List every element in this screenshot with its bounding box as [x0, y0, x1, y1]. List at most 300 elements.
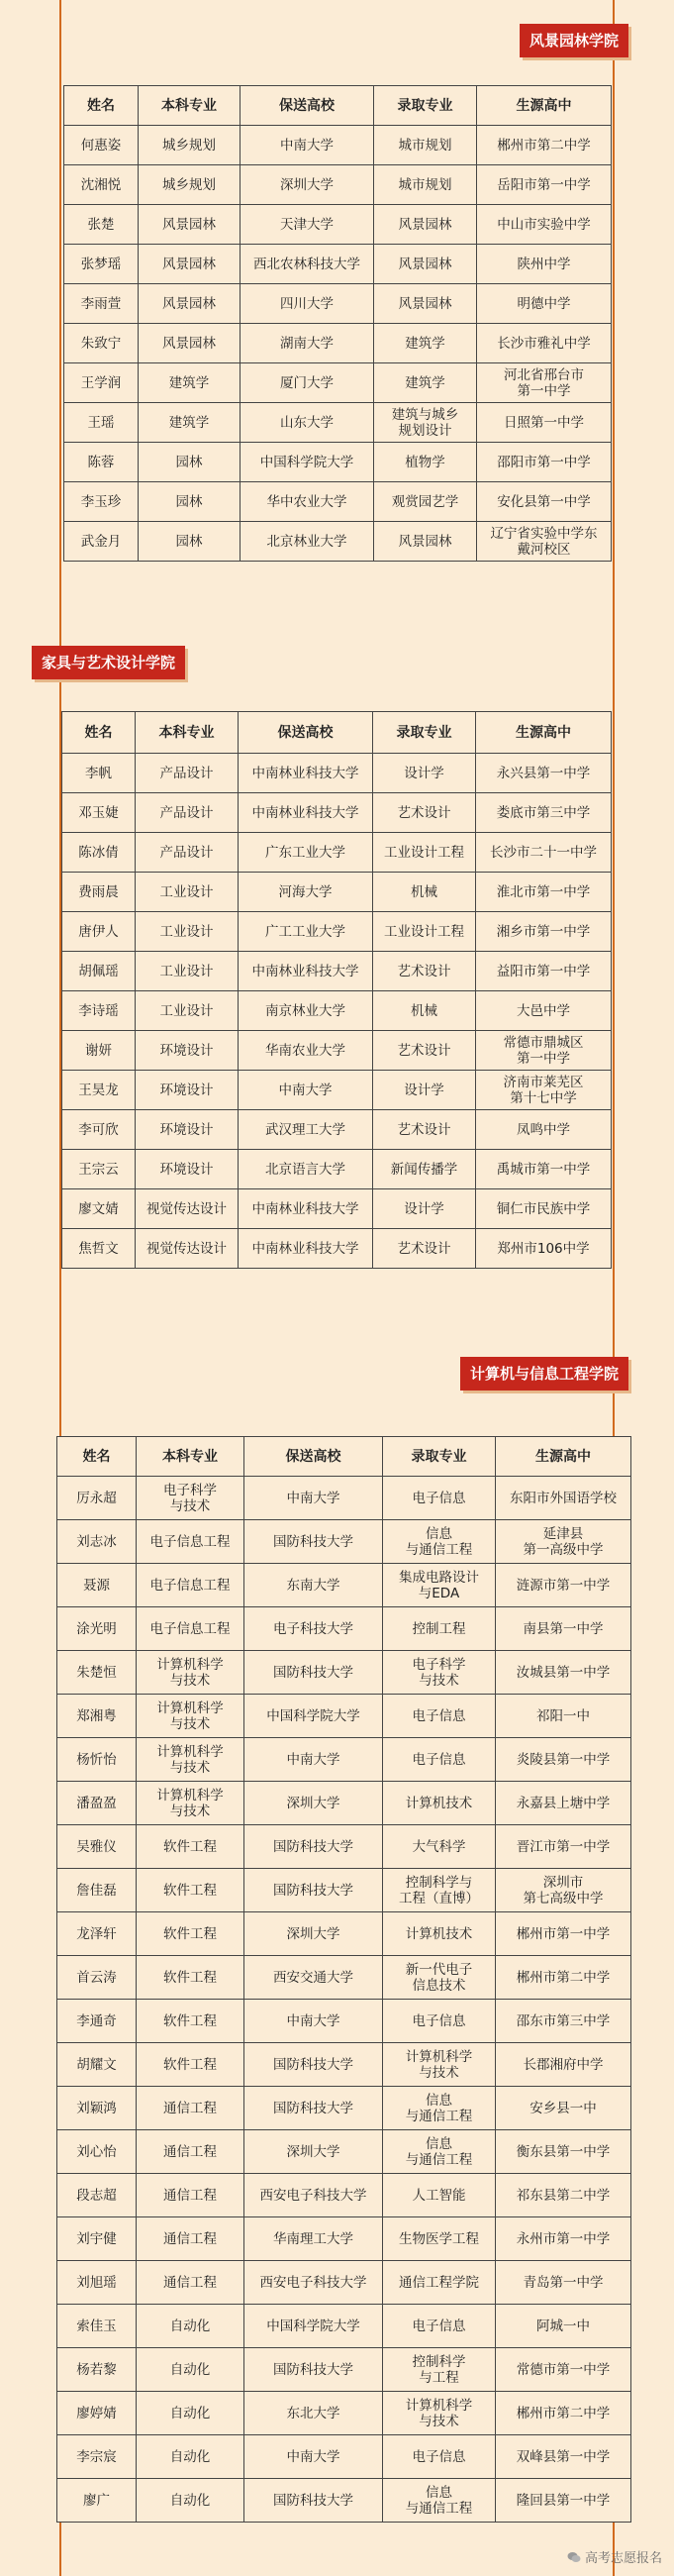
table-cell: 视觉传达设计 — [136, 1229, 239, 1269]
table-row — [62, 991, 612, 1031]
table-row — [57, 1695, 631, 1738]
section-title: 家具与艺术设计学院 — [32, 646, 185, 679]
table-cell: 电子科学 与技术 — [383, 1651, 496, 1695]
table-row — [62, 873, 612, 912]
table-cell: 中南大学 — [244, 2435, 383, 2479]
table-cell: 山东大学 — [241, 403, 374, 443]
table-cell: 朱楚恒 — [57, 1651, 137, 1695]
table-cell: 王昊龙 — [62, 1071, 136, 1110]
table-row — [57, 2087, 631, 2130]
table-cell: 永兴县第一中学 — [476, 754, 612, 793]
table-row — [57, 1477, 631, 1520]
table-cell: 大邑中学 — [476, 991, 612, 1031]
table-cell: 信息 与通信工程 — [383, 2087, 496, 2130]
table-cell: 产品设计 — [136, 833, 239, 873]
table-row — [64, 245, 612, 284]
table-cell: 新一代电子 信息技术 — [383, 1956, 496, 2000]
table-cell: 计算机科学 与技术 — [137, 1651, 244, 1695]
table-cell: 永州市第一中学 — [496, 2217, 631, 2261]
table-row — [64, 403, 612, 443]
table-cell: 安化县第一中学 — [477, 482, 612, 522]
table-cell: 东南大学 — [244, 1564, 383, 1607]
table-cell: 胡佩瑶 — [62, 952, 136, 991]
table-body — [64, 126, 612, 562]
table-cell: 杨若黎 — [57, 2348, 137, 2392]
table-cell: 双峰县第一中学 — [496, 2435, 631, 2479]
table-cell: 邵东市第三中学 — [496, 2000, 631, 2043]
table-row — [64, 324, 612, 363]
table-cell: 永嘉县上塘中学 — [496, 1782, 631, 1825]
table-cell: 詹佳磊 — [57, 1869, 137, 1912]
table-cell: 软件工程 — [137, 1956, 244, 2000]
table-cell: 工业设计 — [136, 991, 239, 1031]
table-cell: 风景园林 — [139, 245, 241, 284]
table-cell: 东阳市外国语学校 — [496, 1477, 631, 1520]
table-cell: 建筑学 — [139, 403, 241, 443]
table-cell: 国防科技大学 — [244, 2479, 383, 2523]
table-cell: 集成电路设计 与EDA — [383, 1564, 496, 1607]
table-cell: 南京林业大学 — [239, 991, 373, 1031]
table-cell: 河北省邢台市 第一中学 — [477, 363, 612, 403]
column-header: 本科专业 — [137, 1437, 244, 1477]
table-cell: 常德市鼎城区 第一中学 — [476, 1031, 612, 1071]
table-cell: 电子科技大学 — [244, 1607, 383, 1651]
table-cell: 中国科学院大学 — [244, 2305, 383, 2348]
table-cell: 视觉传达设计 — [136, 1189, 239, 1229]
table-cell: 大气科学 — [383, 1825, 496, 1869]
table-cell: 焦哲文 — [62, 1229, 136, 1269]
table-cell: 刘志冰 — [57, 1520, 137, 1564]
table-row — [64, 522, 612, 562]
table-cell: 工业设计工程 — [373, 833, 476, 873]
table-cell: 阿城一中 — [496, 2305, 631, 2348]
table-row — [62, 833, 612, 873]
watermark-text: 高考志愿报名 — [584, 2551, 662, 2566]
column-header: 本科专业 — [139, 86, 241, 126]
table-cell: 环境设计 — [136, 1110, 239, 1150]
table-cell: 西安电子科技大学 — [244, 2174, 383, 2217]
table-cell: 园林 — [139, 482, 241, 522]
table-row — [62, 1229, 612, 1269]
table-row — [62, 1189, 612, 1229]
table-row — [57, 1956, 631, 2000]
table-cell: 华南理工大学 — [244, 2217, 383, 2261]
table-cell: 风景园林 — [139, 324, 241, 363]
table-cell: 国防科技大学 — [244, 2348, 383, 2392]
table-cell: 电子信息 — [383, 2305, 496, 2348]
table-cell: 国防科技大学 — [244, 1825, 383, 1869]
table-cell: 朱致宁 — [64, 324, 139, 363]
table-cell: 深圳大学 — [244, 1782, 383, 1825]
table-cell: 武汉理工大学 — [239, 1110, 373, 1150]
table-cell: 机械 — [373, 991, 476, 1031]
table-cell: 城市规划 — [374, 165, 477, 205]
table-row — [57, 2305, 631, 2348]
table-row — [62, 1071, 612, 1110]
table-cell: 电子信息工程 — [137, 1520, 244, 1564]
table-cell: 张楚 — [64, 205, 139, 245]
table-header-row — [64, 86, 612, 126]
table-cell: 电子信息 — [383, 2435, 496, 2479]
table-cell: 人工智能 — [383, 2174, 496, 2217]
table-row — [62, 912, 612, 952]
table-cell: 涂光明 — [57, 1607, 137, 1651]
table-cell: 李可欣 — [62, 1110, 136, 1150]
table-cell: 工业设计 — [136, 873, 239, 912]
table-cell: 济南市莱芜区 第十七中学 — [476, 1071, 612, 1110]
table-cell: 禹城市第一中学 — [476, 1150, 612, 1189]
table-cell: 通信工程 — [137, 2130, 244, 2174]
table-cell: 电子科学 与技术 — [137, 1477, 244, 1520]
table-row — [57, 1738, 631, 1782]
table-cell: 祁阳一中 — [496, 1695, 631, 1738]
table-cell: 唐伊人 — [62, 912, 136, 952]
column-header: 保送高校 — [239, 712, 373, 754]
table-cell: 陕州中学 — [477, 245, 612, 284]
table-cell: 东北大学 — [244, 2392, 383, 2435]
table-cell: 厦门大学 — [241, 363, 374, 403]
table-cell: 风景园林 — [374, 245, 477, 284]
table-cell: 李通奇 — [57, 2000, 137, 2043]
table-cell: 厉永超 — [57, 1477, 137, 1520]
table-cell: 邵阳市第一中学 — [477, 443, 612, 482]
table-cell: 环境设计 — [136, 1031, 239, 1071]
table-cell: 城乡规划 — [139, 165, 241, 205]
table-cell: 软件工程 — [137, 2043, 244, 2087]
table-cell: 计算机科学 与技术 — [383, 2392, 496, 2435]
table-cell: 西安电子科技大学 — [244, 2261, 383, 2305]
table-cell: 工业设计工程 — [373, 912, 476, 952]
table-cell: 中南大学 — [244, 1477, 383, 1520]
table-cell: 深圳大学 — [244, 2130, 383, 2174]
table-cell: 通信工程学院 — [383, 2261, 496, 2305]
table-cell: 建筑学 — [139, 363, 241, 403]
table-row — [62, 952, 612, 991]
section-landscape — [0, 0, 674, 644]
table-row — [57, 2000, 631, 2043]
table-body — [57, 1477, 631, 2523]
table-cell: 河海大学 — [239, 873, 373, 912]
table-cell: 自动化 — [137, 2305, 244, 2348]
table-row — [62, 1150, 612, 1189]
table-cell: 费雨晨 — [62, 873, 136, 912]
column-header: 录取专业 — [373, 712, 476, 754]
table-cell: 娄底市第三中学 — [476, 793, 612, 833]
table-cell: 深圳市 第七高级中学 — [496, 1869, 631, 1912]
table-row — [57, 1607, 631, 1651]
table-cell: 产品设计 — [136, 793, 239, 833]
table-cell: 自动化 — [137, 2435, 244, 2479]
table-cell: 艺术设计 — [373, 952, 476, 991]
table-cell: 李帆 — [62, 754, 136, 793]
table-cell: 汝城县第一中学 — [496, 1651, 631, 1695]
table-cell: 晋江市第一中学 — [496, 1825, 631, 1869]
table-cell: 计算机技术 — [383, 1782, 496, 1825]
table-cell: 刘旭瑶 — [57, 2261, 137, 2305]
table-cell: 日照第一中学 — [477, 403, 612, 443]
table-cell: 中南大学 — [239, 1071, 373, 1110]
table-cell: 软件工程 — [137, 1912, 244, 1956]
table-cell: 聂源 — [57, 1564, 137, 1607]
table-row — [57, 2217, 631, 2261]
table-cell: 何惠姿 — [64, 126, 139, 165]
table-cell: 廖广 — [57, 2479, 137, 2523]
column-header: 姓名 — [62, 712, 136, 754]
table-cell: 段志超 — [57, 2174, 137, 2217]
table-cell: 华中农业大学 — [241, 482, 374, 522]
table-cell: 建筑学 — [374, 363, 477, 403]
table-row — [57, 1912, 631, 1956]
table-row — [57, 2261, 631, 2305]
table-row — [64, 205, 612, 245]
admission-table — [56, 1436, 631, 2523]
table-cell: 中国科学院大学 — [244, 1695, 383, 1738]
section-furniture-art — [0, 634, 674, 1327]
table-row — [57, 1564, 631, 1607]
table-cell: 陈冰倩 — [62, 833, 136, 873]
table-cell: 电子信息 — [383, 1695, 496, 1738]
table-cell: 设计学 — [373, 1071, 476, 1110]
table-cell: 风景园林 — [374, 522, 477, 562]
table-header-row — [57, 1437, 631, 1477]
table-row — [64, 482, 612, 522]
table-row — [57, 1825, 631, 1869]
table-cell: 软件工程 — [137, 1869, 244, 1912]
table-cell: 电子信息工程 — [137, 1564, 244, 1607]
table-row — [57, 1520, 631, 1564]
table-row — [62, 1031, 612, 1071]
table-row — [57, 2130, 631, 2174]
table-cell: 郴州市第二中学 — [477, 126, 612, 165]
table-cell: 计算机科学 与技术 — [137, 1695, 244, 1738]
table-cell: 张梦瑶 — [64, 245, 139, 284]
table-cell: 中南大学 — [244, 1738, 383, 1782]
column-header: 生源高中 — [477, 86, 612, 126]
table-cell: 自动化 — [137, 2348, 244, 2392]
column-header: 录取专业 — [383, 1437, 496, 1477]
table-cell: 衡东县第一中学 — [496, 2130, 631, 2174]
table-cell: 园林 — [139, 522, 241, 562]
table-row — [62, 793, 612, 833]
table-cell: 中南大学 — [244, 2000, 383, 2043]
section-title: 计算机与信息工程学院 — [460, 1357, 628, 1391]
table-cell: 李诗瑶 — [62, 991, 136, 1031]
wechat-icon — [567, 2551, 581, 2563]
table-cell: 生物医学工程 — [383, 2217, 496, 2261]
table-cell: 龙泽轩 — [57, 1912, 137, 1956]
table-cell: 隆回县第一中学 — [496, 2479, 631, 2523]
table-cell: 控制科学与 工程（直博） — [383, 1869, 496, 1912]
column-header: 生源高中 — [496, 1437, 631, 1477]
table-row — [57, 2392, 631, 2435]
table-cell: 建筑学 — [374, 324, 477, 363]
table-cell: 城市规划 — [374, 126, 477, 165]
table-cell: 国防科技大学 — [244, 1520, 383, 1564]
table-cell: 中南林业科技大学 — [239, 793, 373, 833]
column-header: 录取专业 — [374, 86, 477, 126]
table-cell: 益阳市第一中学 — [476, 952, 612, 991]
table-cell: 中山市实验中学 — [477, 205, 612, 245]
table-cell: 中南林业科技大学 — [239, 952, 373, 991]
table-cell: 风景园林 — [374, 284, 477, 324]
table-cell: 西北农林科技大学 — [241, 245, 374, 284]
table-cell: 炎陵县第一中学 — [496, 1738, 631, 1782]
watermark — [567, 2547, 662, 2566]
table-cell: 电子信息 — [383, 1738, 496, 1782]
table-cell: 四川大学 — [241, 284, 374, 324]
table-cell: 王宗云 — [62, 1150, 136, 1189]
table-cell: 郑州市106中学 — [476, 1229, 612, 1269]
table-cell: 自动化 — [137, 2392, 244, 2435]
table-cell: 索佳玉 — [57, 2305, 137, 2348]
table-row — [64, 363, 612, 403]
table-cell: 国防科技大学 — [244, 1651, 383, 1695]
table-cell: 天津大学 — [241, 205, 374, 245]
table-cell: 国防科技大学 — [244, 2043, 383, 2087]
table-cell: 工业设计 — [136, 952, 239, 991]
table-row — [57, 2479, 631, 2523]
table-cell: 深圳大学 — [241, 165, 374, 205]
table-row — [57, 2348, 631, 2392]
table-cell: 电子信息 — [383, 1477, 496, 1520]
table-cell: 通信工程 — [137, 2217, 244, 2261]
table-cell: 软件工程 — [137, 2000, 244, 2043]
table-cell: 王学润 — [64, 363, 139, 403]
table-cell: 中南林业科技大学 — [239, 754, 373, 793]
table-cell: 环境设计 — [136, 1150, 239, 1189]
table-cell: 艺术设计 — [373, 1031, 476, 1071]
table-cell: 郴州市第一中学 — [496, 1912, 631, 1956]
table-cell: 设计学 — [373, 754, 476, 793]
table-cell: 郑湘粤 — [57, 1695, 137, 1738]
table-cell: 李雨萱 — [64, 284, 139, 324]
table-cell: 艺术设计 — [373, 793, 476, 833]
table-row — [64, 284, 612, 324]
table-cell: 陈蓉 — [64, 443, 139, 482]
table-cell: 北京语言大学 — [239, 1150, 373, 1189]
table-cell: 信息 与通信工程 — [383, 2479, 496, 2523]
table-cell: 设计学 — [373, 1189, 476, 1229]
table-cell: 信息 与通信工程 — [383, 1520, 496, 1564]
column-header: 姓名 — [64, 86, 139, 126]
table-cell: 郴州市第二中学 — [496, 2392, 631, 2435]
table-cell: 青岛第一中学 — [496, 2261, 631, 2305]
table-cell: 凤鸣中学 — [476, 1110, 612, 1150]
table-cell: 产品设计 — [136, 754, 239, 793]
table-cell: 电子信息 — [383, 2000, 496, 2043]
table-cell: 软件工程 — [137, 1825, 244, 1869]
table-cell: 李玉珍 — [64, 482, 139, 522]
table-row — [62, 1110, 612, 1150]
table-cell: 中南大学 — [241, 126, 374, 165]
table-row — [64, 443, 612, 482]
table-cell: 计算机科学 与技术 — [383, 2043, 496, 2087]
column-header: 本科专业 — [136, 712, 239, 754]
table-cell: 建筑与城乡 规划设计 — [374, 403, 477, 443]
table-cell: 潘盈盈 — [57, 1782, 137, 1825]
section-computer-info — [0, 1347, 674, 2576]
table-cell: 邓玉婕 — [62, 793, 136, 833]
table-cell: 艺术设计 — [373, 1229, 476, 1269]
table-row — [57, 1782, 631, 1825]
table-cell: 计算机科学 与技术 — [137, 1782, 244, 1825]
table-row — [64, 126, 612, 165]
table-cell: 祁东县第二中学 — [496, 2174, 631, 2217]
table-cell: 中南林业科技大学 — [239, 1189, 373, 1229]
table-cell: 长沙市二十一中学 — [476, 833, 612, 873]
table-cell: 工业设计 — [136, 912, 239, 952]
table-cell: 中南林业科技大学 — [239, 1229, 373, 1269]
table-cell: 常德市第一中学 — [496, 2348, 631, 2392]
admission-table — [61, 711, 612, 1269]
table-cell: 首云涛 — [57, 1956, 137, 2000]
table-cell: 王瑶 — [64, 403, 139, 443]
table-cell: 控制科学 与工程 — [383, 2348, 496, 2392]
table-cell: 广工工业大学 — [239, 912, 373, 952]
table-header-row — [62, 712, 612, 754]
table-cell: 湖南大学 — [241, 324, 374, 363]
column-header: 保送高校 — [241, 86, 374, 126]
table-cell: 北京林业大学 — [241, 522, 374, 562]
table-cell: 廖文婧 — [62, 1189, 136, 1229]
table-cell: 广东工业大学 — [239, 833, 373, 873]
table-cell: 机械 — [373, 873, 476, 912]
table-cell: 廖婷婧 — [57, 2392, 137, 2435]
table-cell: 观赏园艺学 — [374, 482, 477, 522]
table-cell: 涟源市第一中学 — [496, 1564, 631, 1607]
table-cell: 艺术设计 — [373, 1110, 476, 1150]
table-cell: 李宗宸 — [57, 2435, 137, 2479]
table-cell: 延津县 第一高级中学 — [496, 1520, 631, 1564]
table-row — [64, 165, 612, 205]
table-cell: 沈湘悦 — [64, 165, 139, 205]
table-cell: 刘心怡 — [57, 2130, 137, 2174]
table-cell: 新闻传播学 — [373, 1150, 476, 1189]
section-title: 风景园林学院 — [520, 24, 628, 57]
table-cell: 通信工程 — [137, 2087, 244, 2130]
table-cell: 中国科学院大学 — [241, 443, 374, 482]
table-cell: 风景园林 — [139, 284, 241, 324]
table-cell: 华南农业大学 — [239, 1031, 373, 1071]
table-row — [57, 2435, 631, 2479]
table-cell: 环境设计 — [136, 1071, 239, 1110]
table-cell: 国防科技大学 — [244, 2087, 383, 2130]
table-cell: 计算机科学 与技术 — [137, 1738, 244, 1782]
table-row — [57, 1651, 631, 1695]
table-cell: 风景园林 — [139, 205, 241, 245]
column-header: 保送高校 — [244, 1437, 383, 1477]
column-header: 姓名 — [57, 1437, 137, 1477]
table-cell: 安乡县一中 — [496, 2087, 631, 2130]
table-cell: 自动化 — [137, 2479, 244, 2523]
table-cell: 明德中学 — [477, 284, 612, 324]
table-cell: 刘宇健 — [57, 2217, 137, 2261]
table-cell: 武金月 — [64, 522, 139, 562]
table-cell: 城乡规划 — [139, 126, 241, 165]
table-cell: 园林 — [139, 443, 241, 482]
table-cell: 信息 与通信工程 — [383, 2130, 496, 2174]
table-cell: 淮北市第一中学 — [476, 873, 612, 912]
table-cell: 电子信息工程 — [137, 1607, 244, 1651]
table-cell: 深圳大学 — [244, 1912, 383, 1956]
table-cell: 郴州市第二中学 — [496, 1956, 631, 2000]
table-cell: 吴雅仪 — [57, 1825, 137, 1869]
table-cell: 控制工程 — [383, 1607, 496, 1651]
table-cell: 计算机技术 — [383, 1912, 496, 1956]
table-cell: 胡耀文 — [57, 2043, 137, 2087]
table-cell: 长沙市雅礼中学 — [477, 324, 612, 363]
table-row — [62, 754, 612, 793]
